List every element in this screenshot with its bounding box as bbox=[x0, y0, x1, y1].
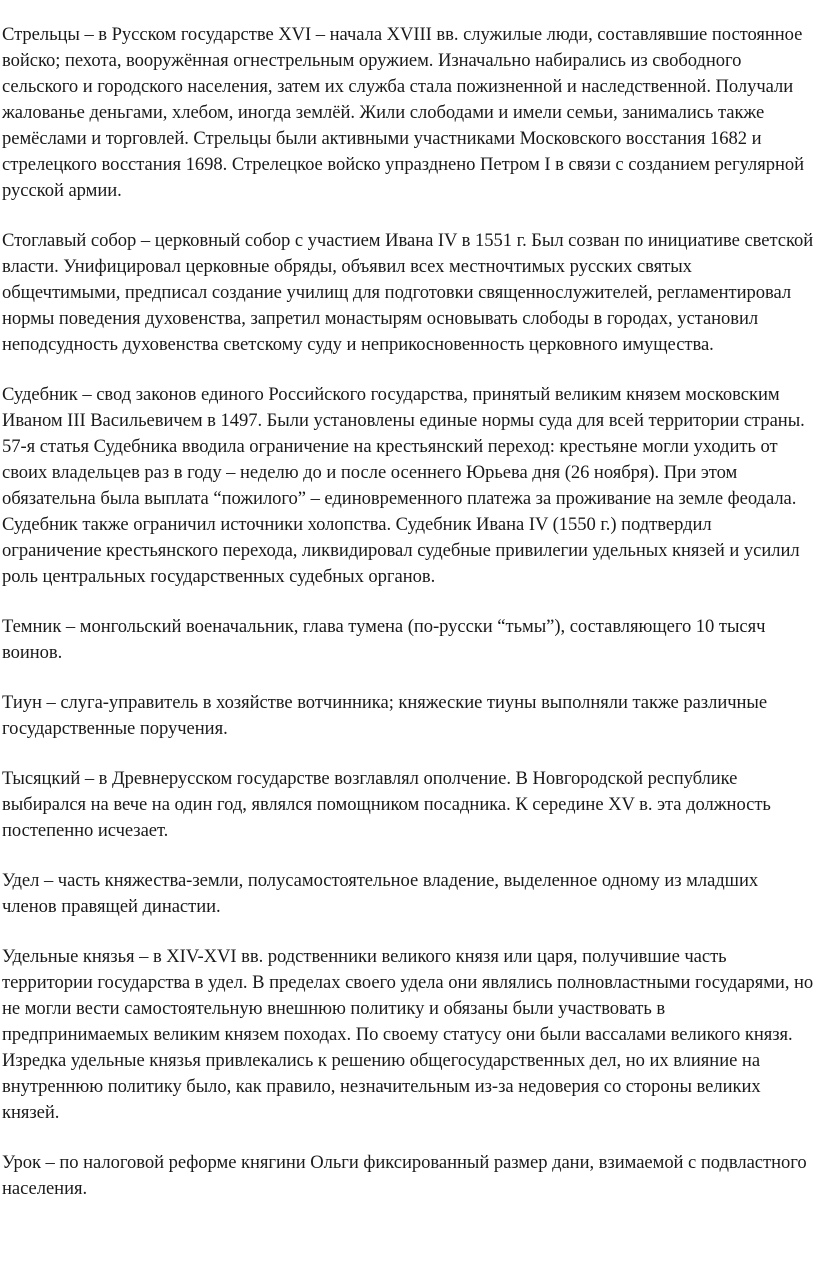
paragraph-tysyatsky: Тысяцкий – в Древнерусском государстве возглавлял ополчение. В Новгородской республике выбирался на вече на один год, являлся помощником посадника. К середине XV в. эта должность постепенно исчезает. bbox=[2, 768, 771, 841]
paragraph-tiun: Тиун – слуга-управитель в хозяйстве вотчинника; княжеские тиуны выполняли также различные государственные поручения. bbox=[2, 692, 768, 739]
paragraph-sudebnik: Судебник – свод законов единого Российского государства, принятый великим князем московским Иваном III Васильевичем в 1497. Были установлены единые нормы суда для всей территории страны. 57-я статья Судебника вводила ограничение на крестьянский переход: крестьяне могли уходить от своих владельцев раз в году – неделю до и после осеннего Юрьева дня (26 ноября). При этом обязательна была выплата “пожилого” – единовременного платежа за проживание на земле феодала. Судебник также ограничил источники холопства. Судебник Ивана IV (1550 г.) подтвердил ограничение крестьянского перехода, ликвидировал судебные привилегии удельных князей и усилил роль центральных государственных судебных органов. bbox=[2, 384, 805, 587]
document-page bbox=[0, 22, 816, 1226]
paragraph-udel: Удел – часть княжества-земли, полусамостоятельное владение, выделенное одному из младших членов правящей династии. bbox=[2, 870, 759, 917]
paragraph-streltsy: Стрельцы – в Русском государстве XVI – начала XVIII вв. служилые люди, составлявшие постоянное войско; пехота, вооружённая огнестрельным оружием. Изначально набирались из свободного сельского и городского населения, затем их служба стала пожизненной и наследственной. Получали жалованье деньгами, хлебом, иногда землёй. Жили слободами и имели семьи, занимались также ремёслами и торговлей. Стрельцы были активными участниками Московского восстания 1682 и стрелецкого восстания 1698. Стрелецкое войско упразднено Петром I в связи с созданием регулярной русской армии. bbox=[2, 24, 805, 201]
paragraph-udelnye-knyazya: Удельные князья – в XIV-XVI вв. родственники великого князя или царя, получившие часть территории государства в удел. В пределах своего удела они являлись полновластными государями, но не могли вести самостоятельную внешнюю политику и обязаны были участвовать в предпринимаемых великим князем походах. По своему статусу они были вассалами великого князя. Изредка удельные князья привлекались к решению общегосударственных дел, но их влияние на внутреннюю политику было, как правило, незначительным из-за недоверия со стороны великих князей. bbox=[2, 946, 814, 1123]
paragraph-stoglavy-sobor: Стоглавый собор – церковный собор с участием Ивана IV в 1551 г. Был созван по инициативе светской власти. Унифицировал церковные обряды, объявил всех местночтимых русских святых общечтимыми, предписал создание училищ для подготовки священнослужителей, регламентировал нормы поведения духовенства, запретил монастырям основывать слободы в городах, установил неподсудность духовенства светскому суду и неприкосновенность церковного имущества. bbox=[2, 230, 814, 355]
paragraph-urok: Урок – по налоговой реформе княгини Ольги фиксированный размер дани, взимаемой с подвластного населения. bbox=[2, 1152, 807, 1199]
paragraph-temnik: Темник – монгольский военачальник, глава тумена (по-русски “тьмы”), составляющего 10 тысяч воинов. bbox=[2, 616, 766, 663]
